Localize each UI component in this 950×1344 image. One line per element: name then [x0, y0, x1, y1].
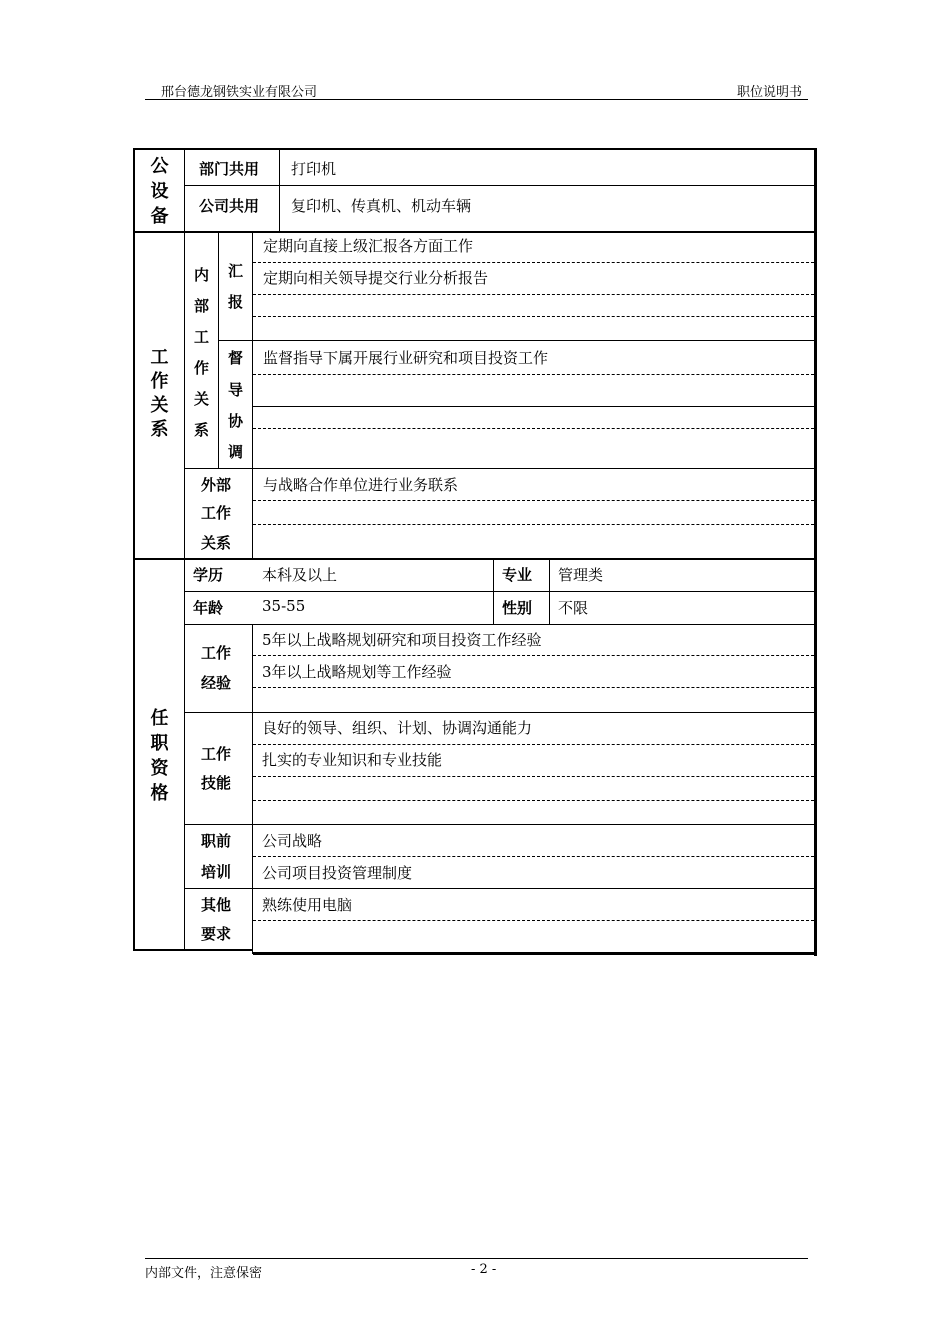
table-bottom-border-left [133, 949, 253, 951]
education-label: 学历 [193, 566, 224, 584]
external-label-line-2: 工作 [201, 504, 232, 522]
col-divider-equipment [279, 148, 280, 232]
coordinate-label: 协 调 [227, 412, 243, 461]
confidential-note: 内部文件，注意保密 [145, 1266, 263, 1281]
report-item-2: 定期向相关领导提交行业分析报告 [263, 269, 489, 287]
education-value: 本科及以上 [262, 566, 338, 584]
skills-label-line-2: 技能 [201, 774, 232, 792]
dash-line [253, 294, 814, 295]
row-line-equipment [184, 185, 815, 186]
col-divider-relations [252, 232, 253, 468]
dash-line [253, 500, 814, 501]
report-item-1: 定期向直接上级汇报各方面工作 [263, 237, 474, 255]
table-right-border [814, 148, 817, 956]
skills-label-line-1: 工作 [201, 745, 232, 763]
footer-rule [145, 1258, 808, 1259]
col-divider-external [252, 468, 253, 558]
dash-line [253, 655, 814, 656]
internal-relations-label: 内 部 工 作 关 系 [193, 266, 209, 439]
dash-line [253, 428, 814, 429]
row-line-training [184, 824, 815, 825]
equipment-company-value: 复印机、传真机、机动车辆 [291, 197, 472, 215]
training-item-1: 公司战略 [262, 832, 323, 850]
company-name: 邢台德龙钢铁实业有限公司 [161, 85, 318, 100]
dash-line [253, 744, 814, 745]
row-line-external [184, 468, 815, 469]
gender-label: 性别 [502, 599, 533, 617]
external-label-line-1: 外部 [201, 476, 232, 494]
other-label-line-1: 其他 [201, 896, 232, 914]
gender-value: 不限 [558, 599, 589, 617]
equipment-company-label: 公司共用 [199, 197, 260, 215]
dash-line [253, 316, 814, 317]
dash-line [253, 374, 814, 375]
training-label-line-2: 培训 [201, 863, 232, 881]
experience-label-line-2: 经验 [201, 674, 232, 692]
document-type: 职位说明书 [737, 85, 803, 100]
section-divider-equipment [133, 231, 817, 233]
experience-label-line-1: 工作 [201, 644, 232, 662]
equipment-dept-value: 打印机 [291, 160, 337, 178]
age-value: 35-55 [262, 597, 306, 615]
table-left-border [133, 148, 135, 950]
equipment-dept-label: 部门共用 [199, 160, 260, 178]
age-label: 年龄 [193, 599, 224, 617]
dash-line [253, 920, 814, 921]
report-label: 汇 报 [227, 262, 243, 311]
equipment-section-label: 公 设 备 [150, 156, 169, 227]
dash-line [253, 776, 814, 777]
row-line-coordinate [252, 406, 815, 407]
dash-line [253, 856, 814, 857]
row-line-age [184, 591, 815, 592]
relations-section-label: 工 作 关 系 [150, 347, 169, 440]
other-label-line-2: 要求 [201, 925, 232, 943]
other-item-1: 熟练使用电脑 [262, 896, 353, 914]
header-rule [145, 99, 808, 100]
supervise-label: 督 导 [227, 349, 243, 399]
supervise-item-1: 监督指导下属开展行业研究和项目投资工作 [263, 349, 549, 367]
col-divider-qualifications [252, 624, 253, 954]
experience-item-2: 3年以上战略规划等工作经验 [262, 663, 452, 681]
page-number: - 2 - [471, 1262, 497, 1277]
section-divider-relations [133, 558, 817, 560]
table-bottom-border-right [253, 952, 817, 955]
external-item-1: 与战略合作单位进行业务联系 [263, 476, 459, 494]
row-line-experience [184, 624, 815, 625]
row-line-supervise [218, 340, 815, 341]
major-label: 专业 [502, 566, 533, 584]
dash-line [253, 524, 814, 525]
external-label-line-3: 关系 [201, 534, 232, 552]
table-top-border [133, 148, 817, 150]
row-line-skills [184, 712, 815, 713]
major-value: 管理类 [558, 566, 604, 584]
experience-item-1: 5年以上战略规划研究和项目投资工作经验 [262, 631, 542, 649]
skills-item-1: 良好的领导、组织、计划、协调沟通能力 [262, 719, 533, 737]
training-item-2: 公司项目投资管理制度 [262, 864, 413, 882]
row-line-other [184, 888, 815, 889]
dash-line [253, 687, 814, 688]
training-label-line-1: 职前 [201, 832, 232, 850]
job-description-table [133, 148, 817, 954]
skills-item-2: 扎实的专业知识和专业技能 [262, 751, 443, 769]
dash-line [253, 800, 814, 801]
qualifications-section-label: 任 职 资 格 [150, 708, 169, 804]
dash-line [253, 262, 814, 263]
